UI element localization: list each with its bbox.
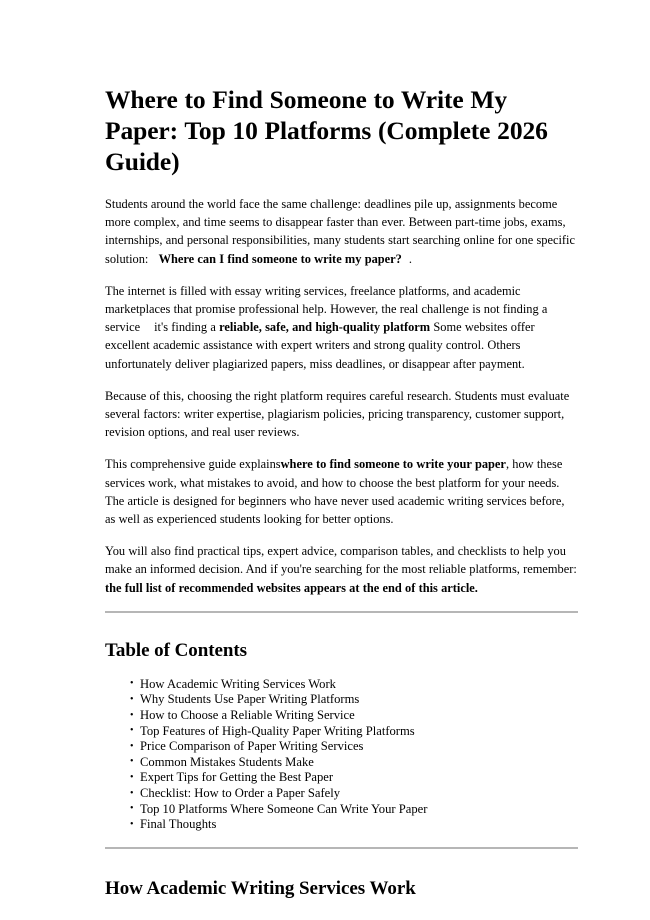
document-content <box>105 84 578 901</box>
toc-item[interactable]: • Final Thoughts <box>130 817 578 833</box>
section-divider-top <box>105 611 578 613</box>
toc-item[interactable]: • How to Choose a Reliable Writing Service <box>130 708 578 724</box>
toc-item[interactable]: • Top 10 Platforms Where Someone Can Write Your Paper <box>130 802 578 818</box>
toc-item[interactable]: • Price Comparison of Paper Writing Services <box>130 739 578 755</box>
toc-item[interactable]: • Expert Tips for Getting the Best Paper <box>130 770 578 786</box>
paragraph-text-tail: Some websites offer excellent academic assistance with expert writers and strong quality control. Others unfortunately deliver plagiarized papers, miss deadlines, or disappear after payment. <box>105 320 535 371</box>
paragraph-text-tail: , how these services work, what mistakes to avoid, and how to choose the best platform for your needs. The article is designed for beginners who have never used academic writing services before, as well as experienced students looking for better options. <box>105 457 565 527</box>
paragraph-text: Students around the world face the same challenge: deadlines pile up, assignments become more complex, and time seems to disappear faster than ever. Between part-time jobs, exams, internships, and personal responsibilities, many students start searching online for one specific solution: <box>105 197 575 266</box>
toc-item[interactable]: • Checklist: How to Order a Paper Safely <box>130 786 578 802</box>
paragraph-text: You will also find practical tips, expert advice, comparison tables, and checklists to help you make an informed decision. And if you're searching for the most reliable platforms, remember: <box>105 544 577 577</box>
page-title: Where to Find Someone to Write My Paper: Top 10 Platforms (Complete 2026 Guide) <box>105 85 548 176</box>
table-of-contents-list <box>105 677 578 833</box>
toc-item[interactable]: • How Academic Writing Services Work <box>130 677 578 693</box>
table-of-contents-heading: Table of Contents <box>105 639 248 661</box>
toc-item[interactable]: • Common Mistakes Students Make <box>130 755 578 771</box>
paragraph-emphasis: reliable, safe, and high-quality platform <box>219 320 431 335</box>
section-divider-bottom <box>105 847 578 849</box>
table-of-contents-block <box>105 677 578 833</box>
intro-paragraph-5 <box>105 542 578 597</box>
paragraph-emphasis: where to find someone to write your paper <box>280 457 506 472</box>
paragraph-text-tail: . <box>408 251 412 266</box>
toc-item[interactable]: • Why Students Use Paper Writing Platforms <box>130 692 578 708</box>
intro-paragraph-3: Because of this, choosing the right platform requires careful research. Students must evaluate several factors: writer expertise, plagiarism policies, pricing transparency, customer support, revision options, and real user reviews. <box>105 388 570 440</box>
toc-item[interactable]: • Top Features of High-Quality Paper Writing Platforms <box>130 724 578 740</box>
intro-paragraph-4 <box>105 455 578 528</box>
section-heading-how-academic-writing-services-work: How Academic Writing Services Work <box>105 877 416 899</box>
paragraph-emphasis: Where can I find someone to write my paper? <box>158 251 402 266</box>
paragraph-text: This comprehensive guide explains <box>105 457 281 472</box>
paragraph-text: The internet is filled with essay writing services, freelance platforms, and academic marketplaces that promise professional help. However, the real challenge is not finding a service <box>105 283 548 335</box>
paragraph-emphasis: the full list of recommended websites appears at the end of this article. <box>105 580 478 595</box>
intro-paragraph-2 <box>105 282 578 373</box>
paragraph-text-mid: it's finding a <box>154 320 216 335</box>
intro-paragraph-1 <box>105 195 578 268</box>
